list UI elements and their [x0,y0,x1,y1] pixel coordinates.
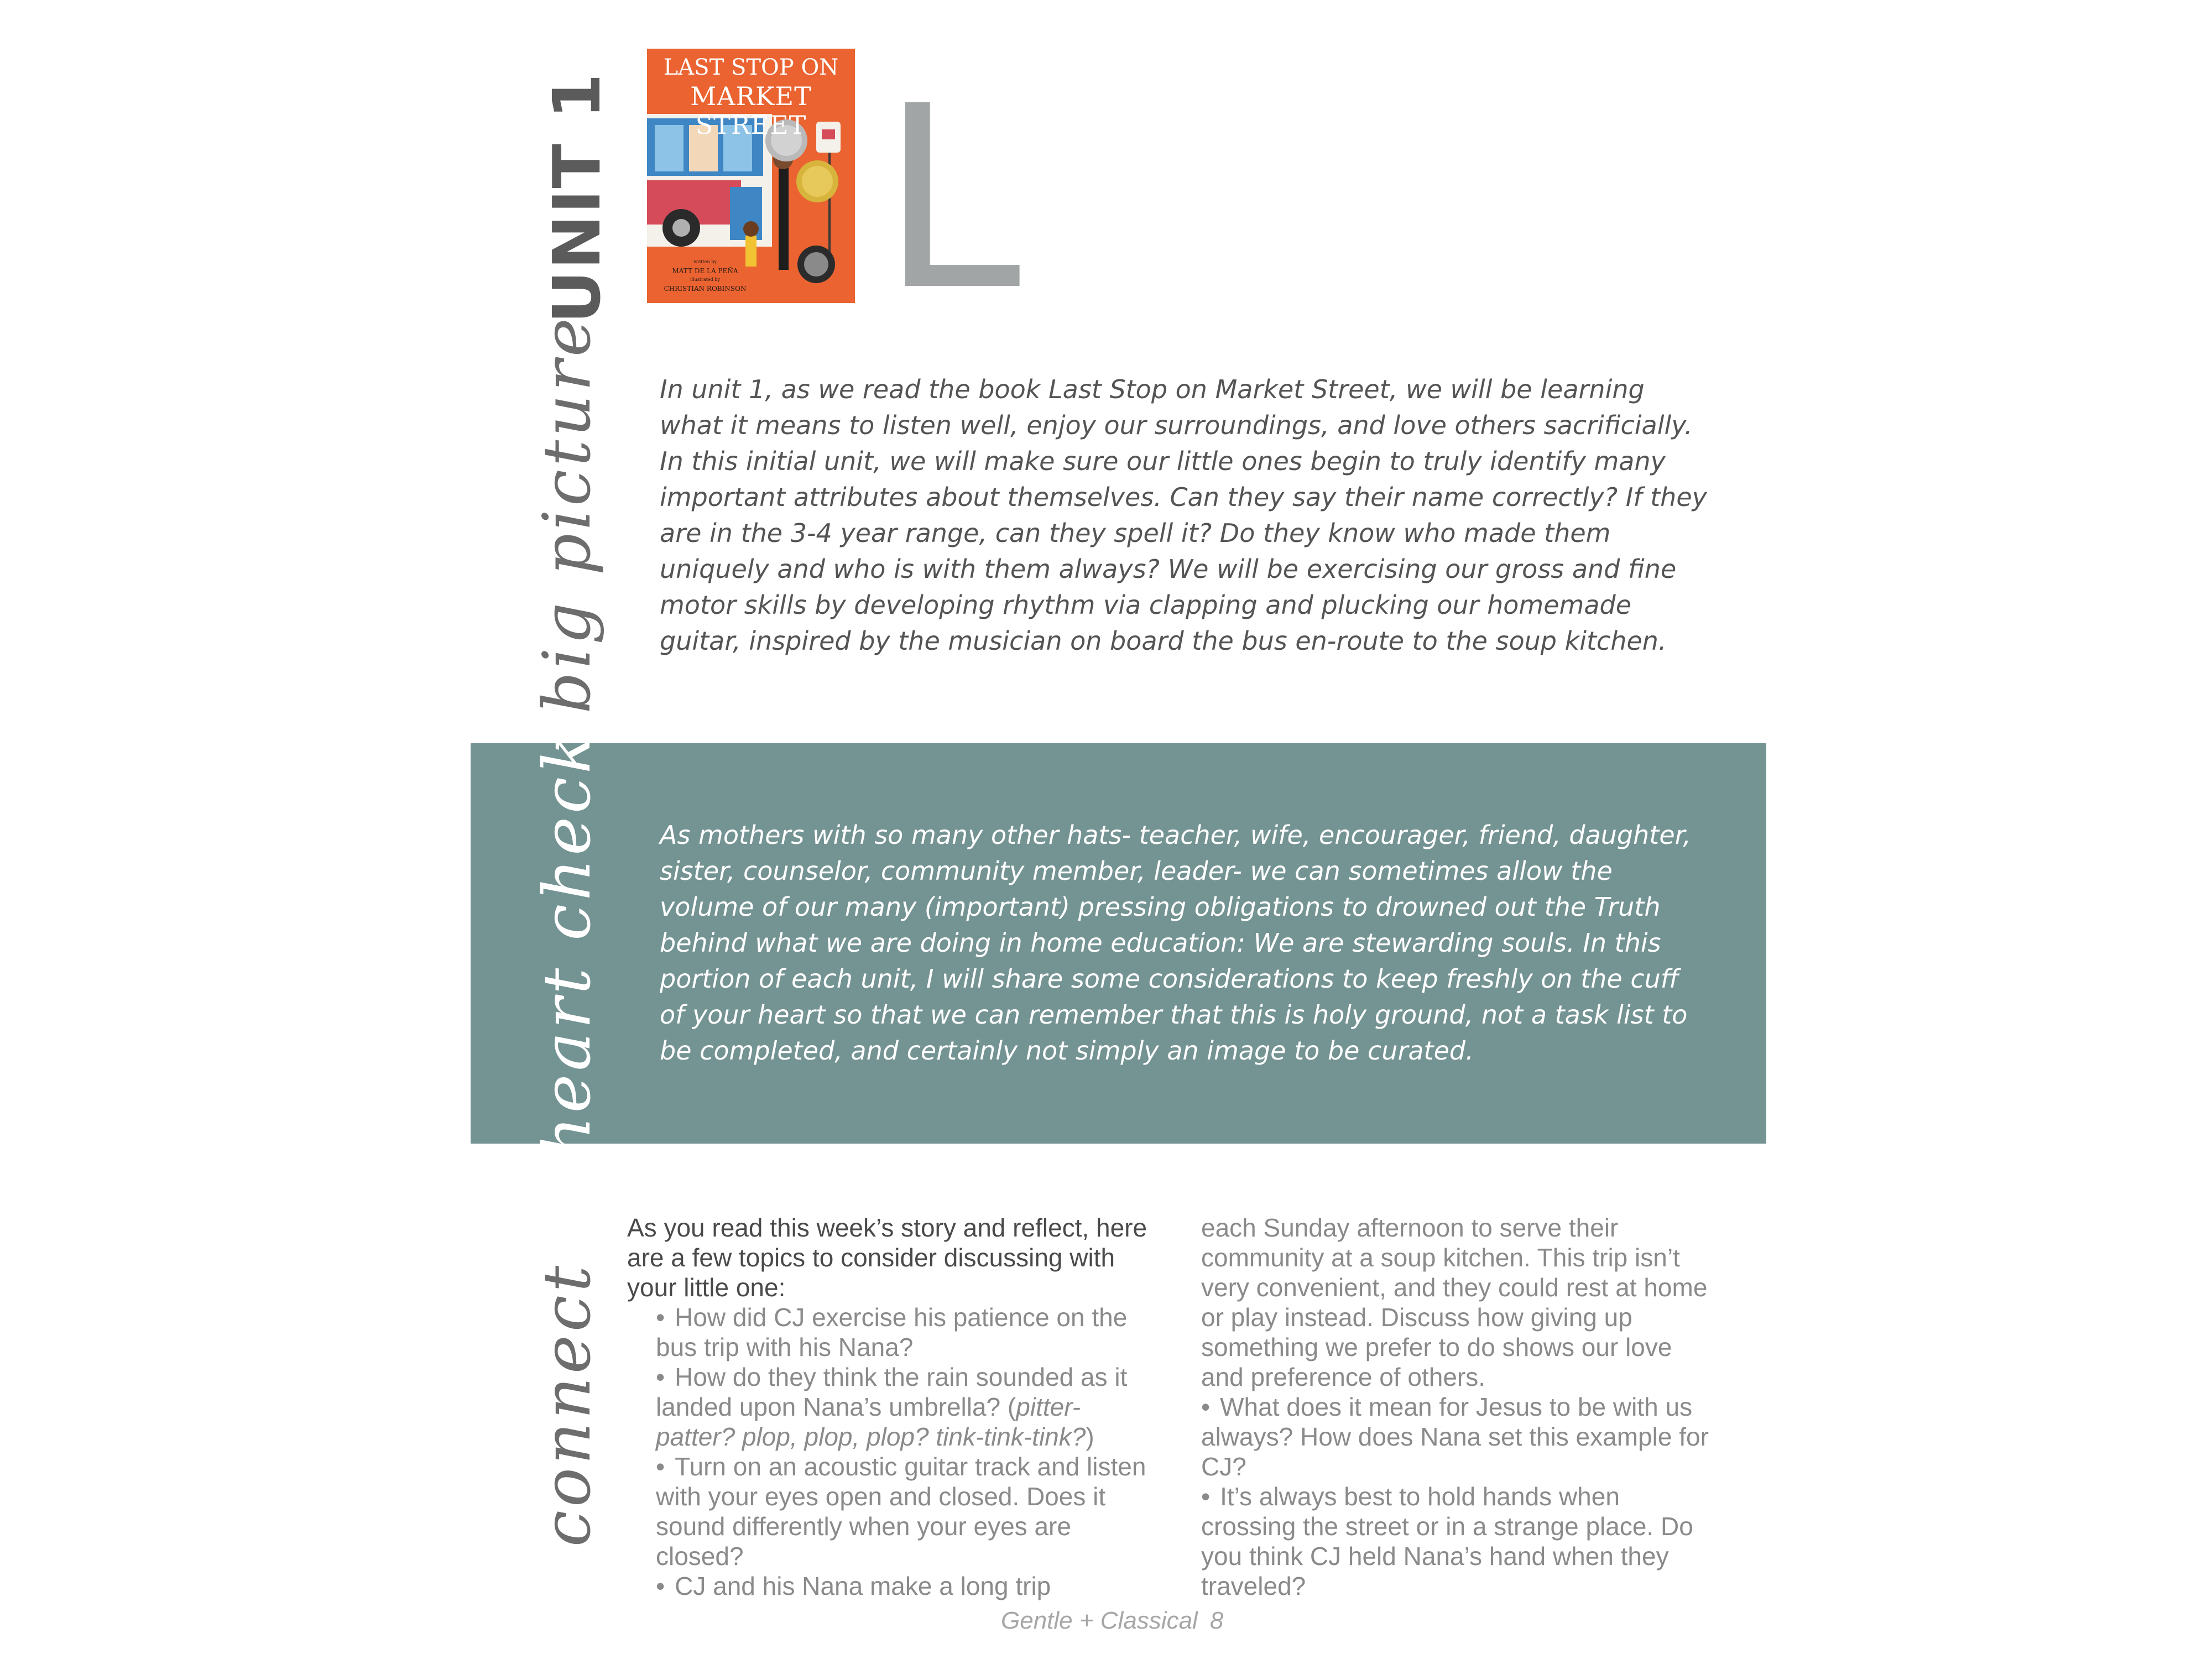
bullet-dot: • [1201,1392,1211,1421]
connect-bullet [627,1571,1158,1601]
footer-text: Gentle + Classical [1001,1607,1198,1634]
drop-cap-letter: L [880,52,1021,346]
bullet-dot: • [1201,1482,1211,1511]
page-number: 8 [1209,1607,1224,1634]
connect-bullet [627,1362,1158,1452]
connect-column-left [627,1213,1158,1601]
heart-check-label [529,730,605,1159]
book-cover-title [647,53,855,139]
big-picture-text: In unit 1, as we read the book Last Stop on Market Street, we will be learning what it means to listen well, enjoy our surroundings, and love others sacrificially. In this initial unit, we will make sure our little ones begin to truly identify many important attributes about themselves. Can they say their name correctly? If they are in the 3-4 year range, can they spell it? Do they know who made them uniquely and who is with them always? We will be exercising our gross and fine motor skills by developing rhythm via clapping and plucking our homemade guitar, inspired by the musician on board the bus en-route to the soup kitchen. [660,374,1707,656]
book-cover-written-by: written by [693,259,717,264]
heart-check-text: As mothers with so many other hats- teacher, wife, encourager, friend, daughter, sister, counselor, community member, leader- we can sometimes allow the volume of our many (important) pressing obligations to drowned out the Truth behind what we are doing in home education: We are stewarding souls. In this portion of each unit, I will share some considerations to keep freshly on the cuff of your heart so that we can remember that this is holy ground, not a task list to be completed, and certainly not simply an image to be curated. [660,820,1691,1066]
bullet-dot: • [656,1363,665,1391]
heart-check-label-text: heart check [529,730,605,1159]
connect-bullet [627,1302,1158,1362]
book-cover-illustrator: CHRISTIAN ROBINSON [664,285,747,293]
bullet-dot: • [656,1572,665,1600]
connect-intro: As you read this week’s story and reflect, here are a few topics to consider discussing with your little one: [627,1213,1147,1302]
connect-bullet-text: It’s always best to hold hands when crossing the street or in a strange place. Do you think CJ held Nana’s hand when they traveled? [1201,1482,1693,1600]
connect-bullet-after: ) [1086,1422,1094,1451]
connect-label-text: connect [529,1262,605,1547]
bullet-dot: • [656,1303,665,1332]
book-cover-title-line1: LAST STOP ON [663,55,839,80]
page-footer [1001,1607,1223,1635]
connect-bullet-italic: pitter-patter? plop, plop, plop? tink-tink-tink? [656,1392,1086,1451]
unit-heading-text: UNIT 1 [539,72,615,324]
unit-heading [539,72,615,324]
big-picture-label [529,315,605,714]
connect-bullet [1201,1392,1710,1481]
book-cover-credits [664,258,747,293]
connect-bullet-text: How do they think the rain sounded as it landed upon Nana’s umbrella? ( [656,1363,1128,1421]
book-cover-illustrated-by: illustrated by [690,277,720,282]
connect-bullet [1201,1481,1710,1601]
big-picture-label-text: big picture [529,315,605,714]
book-cover-author: MATT DE LA PEÑA [672,267,738,275]
connect-bullet-text: How did CJ exercise his patience on the bus trip with his Nana? [656,1303,1128,1361]
connect-bullet-text: What does it mean for Jesus to be with us always? How does Nana set this example for CJ? [1201,1392,1709,1481]
connect-bullet-text: Turn on an acoustic guitar track and listen with your eyes open and closed. Does it sound differently when your eyes are closed? [656,1452,1146,1571]
connect-bullet-text: CJ and his Nana make a long trip [675,1572,1051,1600]
connect-continuation: each Sunday afternoon to serve their community at a soup kitchen. This trip isn’t very convenient, and they could rest at home or play instead. Discuss how giving up something we prefer to do shows our love and preference of others. [1201,1213,1708,1391]
book-cover-image [647,49,855,303]
connect-column-right [1201,1213,1710,1601]
book-cover-title-line2: MARKET STREET [690,81,812,140]
connect-label [529,1262,605,1547]
bullet-dot: • [656,1452,665,1481]
connect-bullet [627,1452,1158,1571]
